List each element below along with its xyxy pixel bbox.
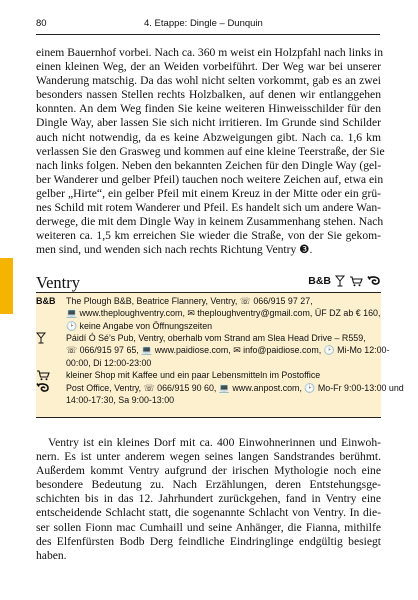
- text-line: Wanderung matschig. Da das wohl nicht selten vorkommt, gab es an zwei: [36, 74, 381, 88]
- post-details: [66, 382, 404, 407]
- shop-cart-icon: [349, 275, 363, 287]
- chapter-title: 4. Etappe: Dingle – Dunquin: [144, 18, 263, 29]
- text-line: ber Wanderer und gelber Pfeil) tauchen noch weitere Zeichen auf, etwa ein: [36, 172, 384, 186]
- post-horn-icon: [36, 382, 66, 397]
- text-line: nach links folgen. Neben den bekannten Zeichen für den Dingle Way (gel-: [36, 158, 382, 172]
- pub-line: Páidí Ó Sé’s Pub, Ventry, oberhalb vom Strand am Slea Head Drive – R559,: [66, 333, 366, 343]
- text-line: besondere Bedeutung zu. Nach Erzählungen, deren Entstehungsge-: [36, 478, 381, 492]
- bnb-line: 💻 www.theploughventry.com, ✉ theploughventry@gmail.com, ÜF DZ ab € 160,: [66, 308, 381, 319]
- bnb-label: B&B: [36, 296, 56, 306]
- pub-glass-icon: [36, 332, 66, 347]
- text-line: nes Schild mit rotem Wanderer und Pfeil. Es handelt sich um andere Wan-: [36, 201, 381, 215]
- pub-details: [66, 332, 390, 369]
- text-line: auch nicht notwendig, da es keine Abzweigungen gibt. Nach ca. 1,6 km: [36, 130, 381, 144]
- bnb-line: The Plough B&B, Beatrice Flannery, Ventry, ☏ 066/915 97 27,: [66, 296, 313, 306]
- text-line: haben.: [36, 548, 67, 562]
- text-line: weiteren ca. 1,5 km erreichen Sie wieder die Straße, von der Sie gekom-: [36, 229, 381, 243]
- text-line: nern. Es ist unter anderem wegen seines langen Sandstrandes berühmt.: [36, 450, 381, 464]
- bnb-line: 🕑 keine Angabe von Öffnungszeiten: [66, 320, 213, 331]
- page-number: 80: [36, 18, 47, 29]
- text-line: entscheidende Schlacht statt, die sogenannte Schlacht von Ventry. In die-: [36, 506, 381, 520]
- bnb-symbol: B&B: [308, 275, 331, 287]
- text-line: men sind, und wenden sich nach rechts Richtung Ventry ❸.: [36, 243, 313, 257]
- service-symbols: [308, 275, 381, 287]
- pub-line: 00:00, Di 12:00-23:00: [66, 357, 152, 368]
- text-line: schichten bis in das 12. Jahrhundert zurückgehen, fand in Ventry eine: [36, 492, 381, 506]
- post-horn-icon: [367, 275, 381, 287]
- pub-line: ☏ 066/915 97 65, 💻 www.paidiose.com, ✉ info@paidiose.com, 🕑 Mi-Mo 12:00-: [66, 345, 390, 356]
- text-line: Dingle Way, aber lassen Sie sich nicht irritieren. Im Grunde sind Schilder: [36, 116, 381, 130]
- paragraph-route: [36, 46, 385, 257]
- bnb-details: [66, 295, 379, 332]
- shop-line: kleiner Shop mit Kaffee und ein paar Lebensmitteln im Postoffice: [66, 370, 321, 380]
- text-line: einem Bauernhof vorbei. Nach ca. 360 m weist ein Holzpfahl nach links in: [36, 46, 384, 59]
- pub-glass-icon: [335, 275, 345, 287]
- text-line: verlassen Sie den Grasweg und kommen auf eine kleine Teerstraße, der Sie: [36, 144, 385, 158]
- text-line: derwege, die mit dem Dingle Way in keinem Zusammenhang stehen. Nach: [36, 215, 384, 229]
- page-header: [36, 16, 380, 35]
- text-line: einen kleinen Weg, der an Weiden vorbeiführt. Der Weg war bei unserer: [36, 60, 381, 74]
- text-line: Außerdem kommt Ventry aufgrund der irischen Mythologie noch eine: [36, 464, 381, 478]
- shop-cart-icon: [36, 369, 50, 381]
- infobox-header: [36, 272, 381, 293]
- shop-details: [66, 369, 379, 381]
- text-line: gelber „Hirte“, ein gelber Pfeil mit einem Kreuz in der Mitte oder ein grü-: [36, 186, 381, 200]
- post-line: 14:00-17:30, Sa 9:00-13:00: [66, 395, 175, 406]
- post-horn-icon: [36, 382, 50, 394]
- infobox-title: Ventry: [36, 273, 80, 292]
- text-line: Ventry ist ein kleines Dorf mit ca. 400 Einwohnerinnen und Einwoh-: [48, 436, 381, 449]
- section-tab-marker: [0, 258, 13, 314]
- text-line: ser sollen Fionn mac Cumhaill und seine Anhänger, die Fianna, mithilfe: [36, 520, 381, 534]
- post-line: Post Office, Ventry, ☏ 066/915 90 60, 💻 www.anpost.com, 🕑 Mo-Fr 9:00-13:00 und: [66, 383, 404, 393]
- text-line: besonders nassen Stellen rechts Holzbalken, auf denen wir entlanggehen: [36, 88, 381, 102]
- text-line: des Elfenfürsten Bodb Derg feindliche Eindringlinge endgültig besiegt: [36, 534, 381, 548]
- text-line: konnten. An dem Weg finden Sie keine weiteren Hinweisschilder für den: [36, 102, 381, 116]
- paragraph-ventry: [36, 436, 381, 563]
- ventry-infobox: [36, 293, 404, 418]
- pub-glass-icon: [36, 332, 46, 344]
